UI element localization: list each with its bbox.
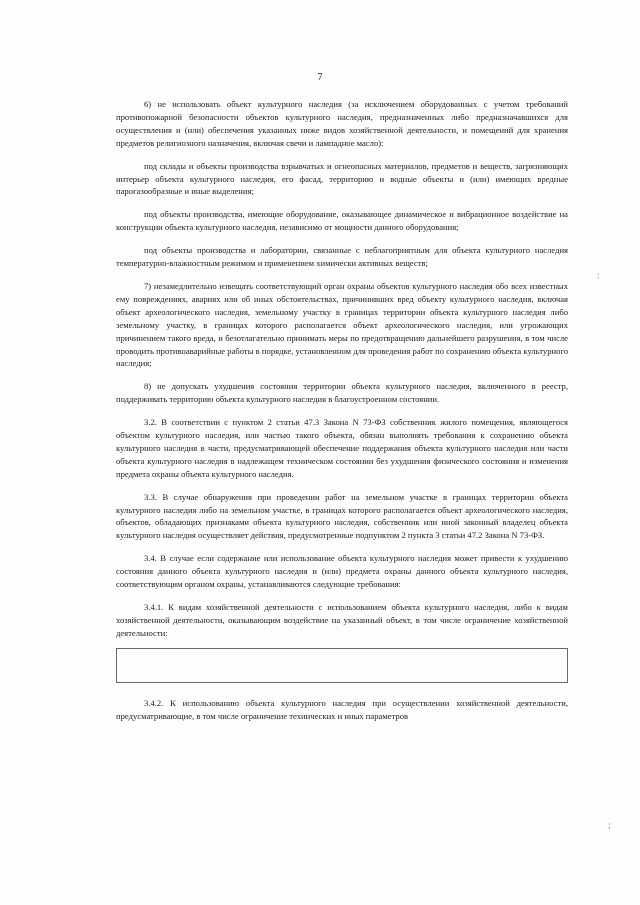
section-3-2: 3.2. В соответствии с пунктом 2 статьи 47.3 Закона N 73-ФЗ собственник жилого помещения, являющегося объектом культурного наследия, или частью такого объекта, обязан выполнять требования к сохранению объекта культурного наследия в части, предусматривающей обеспечение поддержания объекта культурного наследия или части объекта культурного наследия в надлежащем техническом состоянии без ухудшения физического состояния и изменения предмета охраны объекта культурного наследия. xyxy=(116,417,568,479)
paragraph-6-item-labs: под объекты производства и лаборатории, связанные с неблагоприятным для объекта культурного наследия температурно-влажностным режимом и применением химически активных веществ; xyxy=(116,245,568,269)
section-3-4-1: 3.4.1. К видам хозяйственной деятельности с использованием объекта культурного наследия, либо к видам хозяйственной деятельности, оказывающим воздействие на указанный объект, в том числе ограничение хозяйственной деятельности: xyxy=(116,602,568,638)
document-body xyxy=(116,98,568,733)
page-number: 7 xyxy=(317,72,323,83)
section-3-4-2: 3.4.2. К использованию объекта культурного наследия при осуществлении хозяйственной деятельности, предусматривающие, в том числе ограничение технических и иных параметров xyxy=(116,697,568,721)
section-3-3: 3.3. В случае обнаружения при проведении работ на земельном участке в границах территории объекта культурного наследия либо на земельном участке, в границах которого располагается объект археологического наследия, объектов, обладающих признаками объекта культурного наследия, собственник или иной законный владелец объекта культурного наследия осуществляет действия, предусмотренные подпунктом 2 пункта 3 статьи 47.2 Закона N 73-ФЗ. xyxy=(116,491,568,541)
paragraph-6-item-storage: под склады и объекты производства взрывчатых и огнеопасных материалов, предметов и веществ, загрязняющих интерьер объекта культурного наследия, его фасад, территорию и водные объекты и (или) имеющих вредные парогазообразные и иные выделения; xyxy=(116,160,568,197)
paragraph-8: 8) не допускать ухудшения состояния территории объекта культурного наследия, включенного в реестр, поддерживать территорию объекта культурного наследия в благоустроенном состоянии. xyxy=(116,381,568,405)
scan-mark: ; xyxy=(608,820,611,830)
blank-fill-in-box xyxy=(116,648,568,683)
section-3-4: 3.4. В случае если содержание или использование объекта культурного наследия может привести к ухудшению состояния данного объекта культурного наследия и (или) предмета охраны данного объекта культурного наследия, соответствующим органом охраны, устанавливаются следующие требования: xyxy=(116,553,568,590)
paragraph-6-item-vibration: под объекты производства, имеющие оборудование, оказывающее динамическое и вибрационное воздействие на конструкции объекта культурного наследия, независимо от мощности данного оборудования; xyxy=(116,209,568,233)
scan-mark: : xyxy=(597,270,600,280)
paragraph-6: 6) не использовать объект культурного наследия (за исключением оборудованных с учетом требований противопожарной безопасности объектов культурного наследия, предназначенных либо предназначавшихся для осуществления и (или) обеспечения указанных ниже видов хозяйственной деятельности, и помещений для хранения предметов религиозного назначения, включая свечи и лампадное масло): xyxy=(116,99,568,148)
paragraph-7: 7) незамедлительно извещать соответствующий орган охраны объектов культурного наследия обо всех известных ему повреждениях, авариях или об иных обстоятельствах, причинивших вред объекту культурного наследия, включая объект археологического наследия, земельному участку в границах территории объекта культурного наследия либо земельному участку, в границах которого располагается объект археологического наследия, или угрожающих причинением такого вреда, и безотлагательно принимать меры по предотвращению дальнейшего разрушения, в том числе проводить противоаварийные работы в порядке, установленном для проведения работ по сохранению объекта культурного наследия; xyxy=(116,280,568,369)
